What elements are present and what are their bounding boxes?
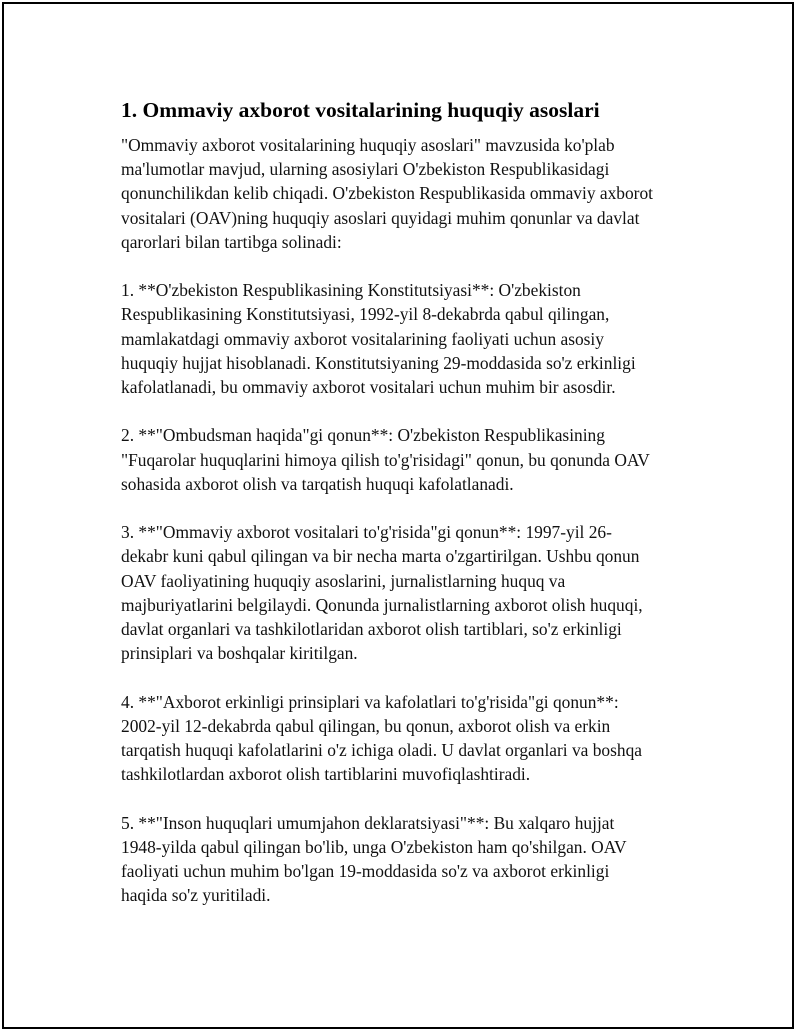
- text-line: OAV faoliyatining huquqiy asoslarini, jurnalistlarning huquq va: [121, 570, 566, 591]
- text-line: majburiyatlarini belgilaydi. Qonunda jurnalistlarning axborot olish huquqi,: [121, 594, 643, 615]
- text-line: tarqatish huquqi kafolatlarini o'z ichiga oladi. U davlat organlari va boshqa: [121, 740, 642, 761]
- text-line: kafolatlanadi, bu ommaviy axborot vositalari uchun muhim bir asosdir.: [121, 377, 616, 398]
- text-line: "Ommaviy axborot vositalarining huquqiy asoslari" mavzusida ko'plab: [121, 135, 615, 155]
- text-line: haqida so'z yuritiladi.: [121, 885, 271, 906]
- text-line: vositalari (OAV)ning huquqiy asoslari quyidagi muhim qonunlar va davlat: [121, 207, 640, 228]
- text-line: 2002-yil 12-dekabrda qabul qilingan, bu qonun, axborot olish va erkin: [121, 715, 611, 736]
- document-body: [121, 96, 701, 907]
- text-line: huquqiy hujjat hisoblanadi. Konstitutsiyaning 29-moddasida so'z erkinligi: [121, 352, 636, 373]
- text-line: 2. **"Ombudsman haqida"gi qonun**: O'zbekiston Respublikasining: [121, 425, 605, 446]
- text-line: sohasida axborot olish va tarqatish huquqi kafolatlanadi.: [121, 473, 514, 494]
- text-line: 1948-yilda qabul qilingan bo'lib, unga O'zbekiston ham qo'shilgan. OAV: [121, 836, 627, 857]
- text-line: tashkilotlardan axborot olish tartiblarini muvofiqlashtiradi.: [121, 764, 531, 785]
- text-line: 4. **"Axborot erkinligi prinsiplari va kafolatlari to'g'risida"gi qonun**:: [121, 691, 619, 712]
- text-line: qarorlari bilan tartibga solinadi:: [121, 231, 342, 252]
- list-item-human-rights-declaration: [121, 811, 701, 908]
- section-heading: 1. Ommaviy axborot vositalarining huquqiy asoslari: [121, 98, 600, 122]
- text-line: qonunchilikdan kelib chiqadi. O'zbekiston Respublikasida ommaviy axborot: [121, 183, 654, 204]
- text-line: davlat organlari va tashkilotlaridan axborot olish tartiblari, so'z erkinligi: [121, 619, 622, 640]
- list-item-mass-media-law: [121, 520, 701, 665]
- list-item-ombudsman-law: [121, 423, 701, 496]
- text-line: dekabr kuni qabul qilingan va bir necha marta o'zgartirilgan. Ushbu qonun: [121, 546, 640, 567]
- intro-paragraph: [121, 133, 701, 254]
- text-line: 5. **"Inson huquqlari umumjahon deklaratsiyasi"**: Bu xalqaro hujjat: [121, 812, 615, 833]
- text-line: mamlakatdagi ommaviy axborot vositalarining faoliyati uchun asosiy: [121, 328, 604, 349]
- text-line: "Fuqarolar huquqlarini himoya qilish to'g'risidagi" qonun, bu qonunda OAV: [121, 449, 650, 470]
- text-line: 1. **O'zbekiston Respublikasining Konstitutsiyasi**: O'zbekiston: [121, 280, 581, 301]
- list-item-constitution: [121, 278, 701, 399]
- text-line: faoliyati uchun muhim bo'lgan 19-moddasida so'z va axborot erkinligi: [121, 861, 610, 882]
- text-line: ma'lumotlar mavjud, ularning asosiylari O'zbekiston Respublikasidagi: [121, 159, 610, 180]
- text-line: Respublikasining Konstitutsiyasi, 1992-yil 8-dekabrda qabul qilingan,: [121, 304, 610, 325]
- page-frame: [2, 2, 794, 1029]
- text-line: prinsiplari va boshqalar kiritilgan.: [121, 643, 358, 664]
- text-line: 3. **"Ommaviy axborot vositalari to'g'risida"gi qonun**: 1997-yil 26-: [121, 522, 612, 543]
- list-item-information-freedom-law: [121, 690, 701, 787]
